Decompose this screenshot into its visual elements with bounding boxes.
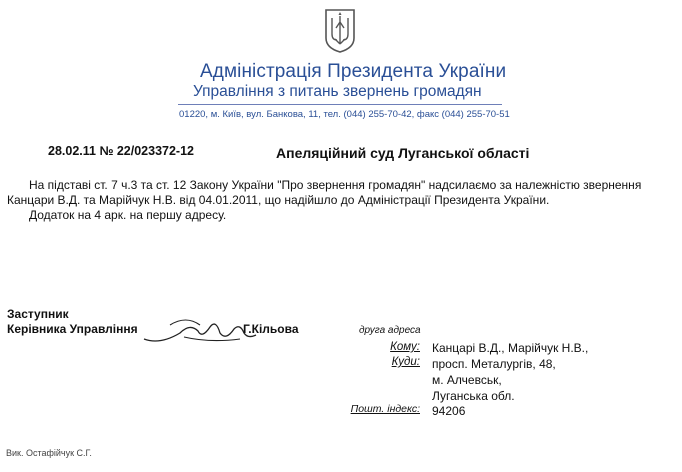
- coat-of-arms-icon: [324, 8, 356, 54]
- executor-note: Вик. Остафійчук С.Г.: [6, 448, 92, 458]
- label-where: Куди:: [391, 356, 420, 368]
- signer-name: Г.Кільова: [243, 322, 299, 336]
- body-line-1: На підставі ст. 7 ч.3 та ст. 12 Закону України "Про звернення громадян" надсилаємо за належністю звернення: [29, 178, 642, 192]
- address-line-3: Луганська обл.: [432, 389, 515, 403]
- signer-position-line-1: Заступник: [7, 307, 69, 321]
- signer-position-line-2: Керівника Управління: [7, 322, 138, 336]
- reference-number: 28.02.11 № 22/023372-12: [48, 144, 195, 158]
- addressee-names: Канцарі В.Д., Марійчук Н.В.,: [432, 341, 589, 355]
- organization-address: 01220, м. Київ, вул. Банкова, 11, тел. (044) 255-70-42, факс (044) 255-70-51: [179, 109, 510, 120]
- address-line-1: просп. Металургів, 48,: [432, 357, 556, 371]
- header-divider: [178, 104, 502, 105]
- body-line-3: Додаток на 4 арк. на першу адресу.: [29, 208, 227, 222]
- label-postal-index: Пошт. індекс:: [350, 403, 420, 415]
- address-line-2: м. Алчевськ,: [432, 373, 502, 387]
- label-to: Кому:: [390, 341, 420, 353]
- organization-title: Адміністрація Президента України: [200, 61, 507, 82]
- body-line-2: Канцари В.Д. та Марійчук Н.В. від 04.01.2011, що надійшло до Адміністрації Президента України.: [7, 193, 550, 207]
- handwritten-signature: [140, 309, 260, 349]
- second-address-caption: друга адреса: [359, 325, 421, 336]
- recipient: Апеляційний суд Луганської області: [276, 145, 530, 161]
- organization-subtitle: Управління з питань звернень громадян: [193, 83, 482, 100]
- postal-index-value: 94206: [432, 404, 466, 418]
